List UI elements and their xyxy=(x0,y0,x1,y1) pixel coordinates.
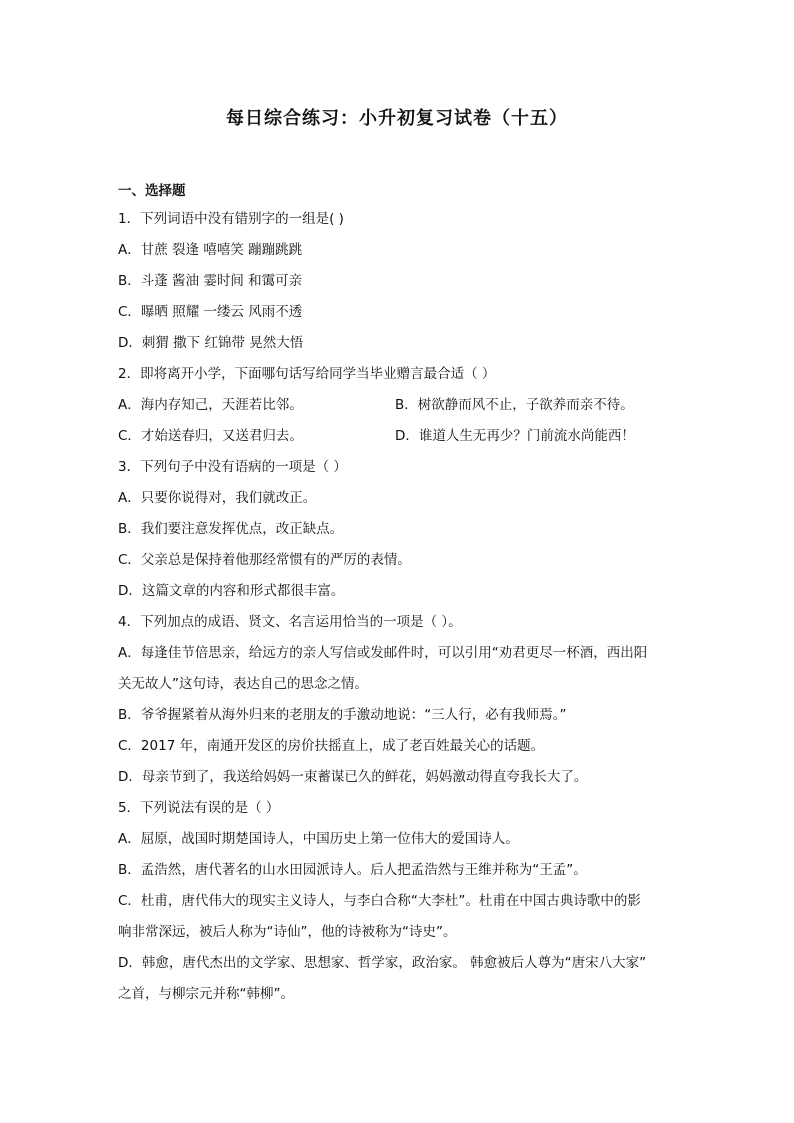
question-1-option-c: C．曝晒 照耀 一缕云 风雨不透 xyxy=(118,304,303,320)
question-2-option-c: C．才始送春归，又送君归去。 xyxy=(118,428,303,444)
question-2-stem: 2．即将离开小学，下面哪句话写给同学当毕业赠言最合适（ ） xyxy=(118,366,496,382)
question-3-stem: 3．下列句子中没有语病的一项是（ ） xyxy=(118,459,347,475)
page-title: 每日综合练习：小升初复习试卷（十五） xyxy=(226,108,568,129)
section-heading: 一、选择题 xyxy=(118,183,186,199)
question-5-option-c-line-2: 响非常深远，被后人称为“诗仙”，他的诗被称为“诗史”。 xyxy=(118,924,457,940)
question-5-option-b: B．孟浩然，唐代著名的山水田园派诗人。后人把孟浩然与王维并称为“王孟”。 xyxy=(118,862,587,878)
question-5-option-a: A．屈原，战国时期楚国诗人，中国历史上第一位伟大的爱国诗人。 xyxy=(118,831,519,847)
question-2-option-d: D．谁道人生无再少？门前流水尚能西！ xyxy=(395,428,635,444)
question-2-options-row-2 xyxy=(118,421,688,452)
question-4-option-a-line-1: A．每逢佳节倍思亲，给远方的亲人写信或发邮件时，可以引用“劝君更尽一杯酒，西出阳 xyxy=(118,645,648,661)
question-3-option-b: B．我们要注意发挥优点，改正缺点。 xyxy=(118,521,344,537)
question-4-stem: 4．下列加点的成语、贤文、名言运用恰当的一项是（ ）。 xyxy=(118,614,462,630)
question-2-options-row-1 xyxy=(118,390,688,421)
exam-content xyxy=(118,179,688,1010)
question-4-option-c: C．2017 年，南通开发区的房价扶摇直上，成了老百姓最关心的话题。 xyxy=(118,738,545,754)
question-2-option-a: A．海内存知己，天涯若比邻。 xyxy=(118,397,303,413)
question-3-option-a: A．只要你说得对，我们就改正。 xyxy=(118,490,317,506)
question-4-option-a-line-2: 关无故人”这句诗，表达自己的思念之情。 xyxy=(118,676,368,692)
question-5-option-d-line-2: 之首，与柳宗元并称“韩柳”。 xyxy=(118,986,294,1002)
question-4-option-d: D．母亲节到了，我送给妈妈一束蓄谋已久的鲜花，妈妈激动得直夸我长大了。 xyxy=(118,769,588,785)
question-5-stem: 5．下列说法有误的是（ ） xyxy=(118,800,280,816)
question-1-option-d: D．刺猬 撒下 红锦带 晃然大悟 xyxy=(118,335,304,351)
question-5-option-c-line-1: C．杜甫，唐代伟大的现实主义诗人，与李白合称“大李杜”。杜甫在中国古典诗歌中的影 xyxy=(118,893,641,909)
question-3-option-d: D．这篇文章的内容和形式都很丰富。 xyxy=(118,583,345,599)
question-1-option-a: A．甘蔗 裂逢 嘻嘻笑 蹦蹦跳跳 xyxy=(118,242,303,258)
question-5-option-d-line-1: D．韩愈，唐代杰出的文学家、思想家、哲学家，政治家。 韩愈被后人尊为“唐宋八大家” xyxy=(118,955,647,971)
question-1-stem: 1．下列词语中没有错别字的一组是( ) xyxy=(118,211,344,227)
question-1-option-b: B．斗蓬 酱油 霎时间 和霭可亲 xyxy=(118,273,303,289)
question-2-option-b: B．树欲静而风不止，子欲养而亲不待。 xyxy=(395,397,634,413)
question-3-option-c: C．父亲总是保持着他那经常惯有的严厉的表情。 xyxy=(118,552,411,568)
question-4-option-b: B．爷爷握紧着从海外归来的老朋友的手激动地说：“三人行，必有我师焉。” xyxy=(118,707,567,723)
